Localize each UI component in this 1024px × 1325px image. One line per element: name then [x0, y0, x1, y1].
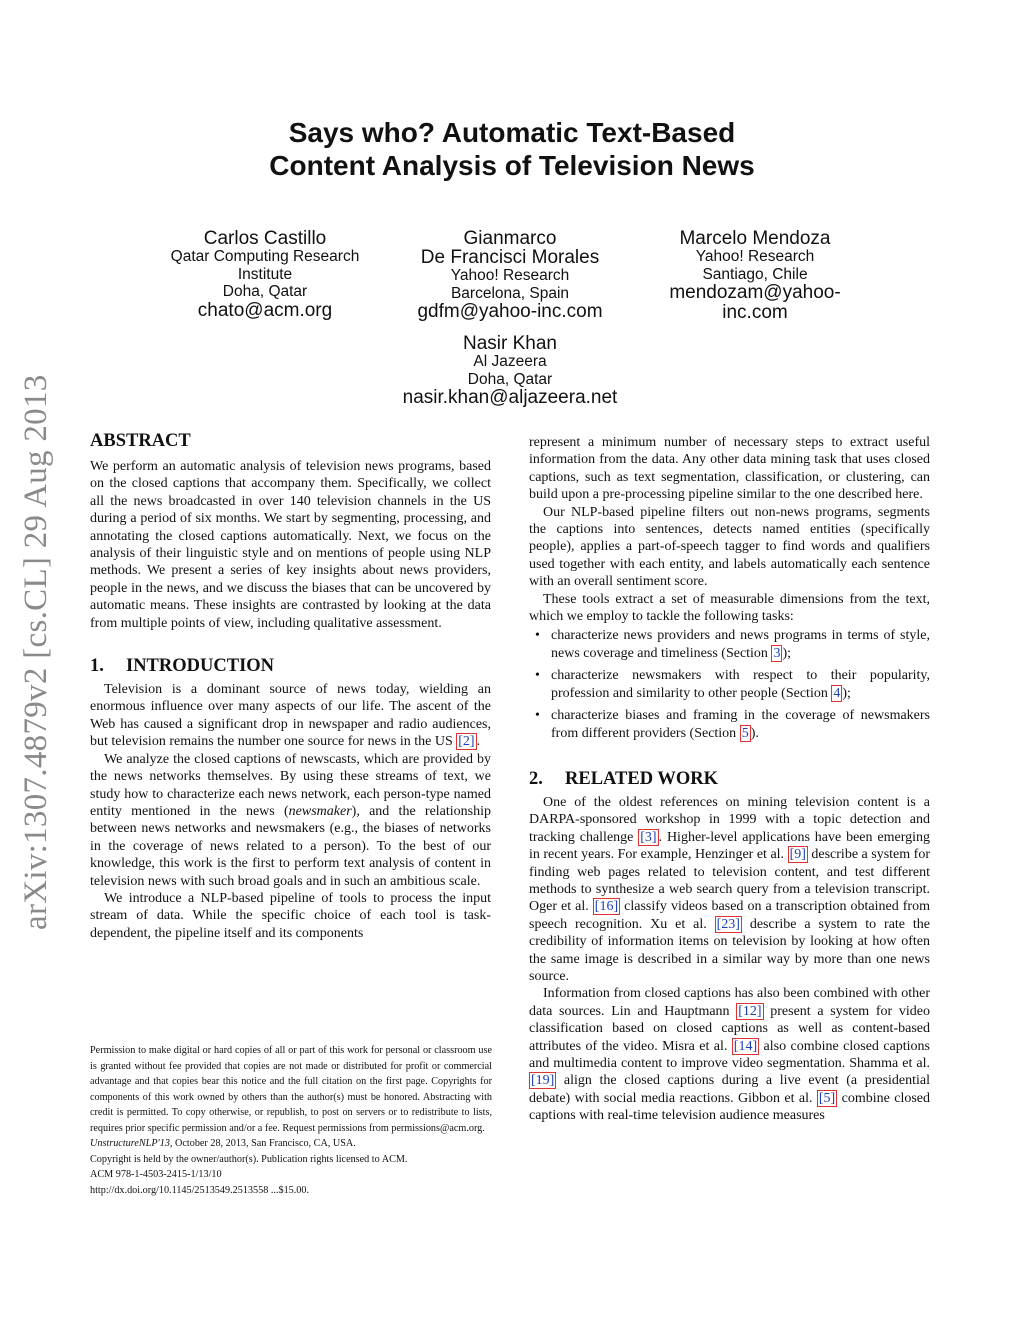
intro-paragraph-2 [90, 751, 491, 890]
author-name: Gianmarco [463, 228, 557, 249]
right-column [529, 434, 930, 1125]
text-run: align the closed captions during a live event (a presidential debate) with social media reactions. Gibbon et al. [529, 1073, 930, 1106]
author-block-morales [400, 229, 620, 322]
abstract-text: We perform an automatic analysis of television news programs, based on the closed captions that accompany them. Specifically, we collect all the news broadcasted in over 140 television channels in the US during a period of six months. We start by segmenting, processing, and annotating the closed captions automatically. Next, we focus on the analysis of their linguistic style and on mentions of people using NLP methods. We present a series of key insights about news providers, people in the news, and we discuss the biases that can be uncovered by automatic means. These insights are contrasted by looking at the data from multiple points of view, including qualitative assessment. [90, 459, 491, 631]
text-run: describe a system for finding web pages related to television content, and test different methods to synthesize a web search query from a television transcript. Oger et al. [529, 847, 930, 915]
author-name: Nasir Khan [463, 333, 557, 354]
section-link[interactable]: 3 [773, 645, 781, 661]
author-email: nasir.khan@aljazeera.net [402, 387, 618, 408]
text-run: . Higher-level applications have been emerging in recent years. For example, Henzinger et al. [529, 829, 930, 863]
author-affiliation: Institute [237, 265, 293, 283]
text-run: characterize news providers and news programs in terms of style, news coverage and timeliness (Section [551, 628, 930, 661]
author-email: chato@acm.org [197, 299, 333, 321]
title-line-1: Says who? Automatic Text-Based [288, 117, 736, 148]
section-title: INTRODUCTION [126, 656, 275, 677]
citation-link[interactable]: [3] [640, 829, 657, 845]
venue-details: October 28, 2013, San Francisco, CA, USA. [172, 1138, 356, 1149]
related-paragraph-2 [529, 985, 930, 1124]
paper-title [0, 116, 1024, 182]
author-block-castillo [155, 229, 375, 321]
left-column [90, 430, 491, 942]
list-item [529, 707, 930, 742]
task-list [529, 627, 930, 741]
permission-notice [90, 1043, 492, 1198]
text-run: Information from closed captions has also been combined with other data sources. Lin and Hauptmann [529, 986, 930, 1019]
text-run: . [476, 734, 481, 750]
author-name: Marcelo Mendoza [679, 228, 831, 249]
author-email: mendozam@yahoo- [669, 282, 841, 303]
right-paragraph-2: Our NLP-based pipeline filters out non-news programs, segments the captions into sentences, detects named entities (specifically people), applies a part-of-speech tagger to find words and qualifiers used together with each entity, and labels automatically each sentence with an overall sentiment score. [529, 504, 930, 590]
citation-link[interactable]: [9] [789, 847, 806, 863]
related-paragraph-1 [529, 794, 930, 985]
author-affiliation: Qatar Computing Research [170, 248, 360, 265]
citation-link[interactable]: [16] [594, 899, 619, 915]
text-run: ); [782, 645, 791, 661]
list-item [529, 667, 930, 702]
text-run: Television is a dominant source of news today, wielding an enormous influence over many aspects of our life. The ascent of the Web has caused a significant drop in newspaper and radio audiences, but television remains the number one source for news in the US [90, 682, 491, 750]
text-run: present a system for video classification based on closed captions as well as content-based attributes of the video. Misra et al. [529, 1003, 930, 1054]
abstract-heading: ABSTRACT [90, 431, 191, 451]
arxiv-stamp [6, 352, 66, 932]
emphasis: newsmaker [288, 803, 352, 819]
arxiv-id: arXiv:1307.4879v2 [cs.CL] 29 Aug 2013 [18, 374, 54, 930]
bullet-icon: • [535, 668, 540, 684]
author-location: Barcelona, Spain [450, 284, 570, 302]
text-run: characterize newsmakers with respect to their popularity, profession and similarity to other people (Section [551, 668, 930, 701]
author-affiliation: Al Jazeera [473, 353, 547, 370]
acm-isbn: ACM 978-1-4503-2415-1/13/10 [90, 1169, 222, 1180]
section-link[interactable]: 4 [833, 685, 841, 701]
citation-link[interactable]: [5] [818, 1090, 836, 1106]
text-run: combine closed captions with real-time television audience measures [529, 1090, 930, 1124]
related-heading [529, 768, 930, 790]
bullet-icon: • [535, 708, 540, 724]
text-run: describe a system to rate the credibility of information items on television by looking at how often the same image is described in a similar way by more than one news source. [529, 916, 931, 984]
section-link[interactable]: 5 [741, 725, 749, 741]
author-location: Doha, Qatar [222, 283, 308, 300]
copyright-line: Copyright is held by the owner/author(s). Publication rights licensed to ACM. [90, 1153, 408, 1165]
author-name: Carlos Castillo [203, 228, 327, 249]
author-affiliation: Yahoo! Research [450, 267, 570, 284]
intro-heading [90, 655, 491, 677]
right-paragraph-3: These tools extract a set of measurable dimensions from the text, which we employ to tackle the following tasks: [529, 591, 930, 625]
citation-link[interactable]: [23] [716, 916, 740, 932]
doi-link[interactable]: http://dx.doi.org/10.1145/2513549.2513558 ...$15.00. [90, 1184, 310, 1196]
intro-paragraph-1 [90, 681, 491, 751]
venue-line [90, 1136, 492, 1152]
text-run: ), and the relationship between news networks and newsmakers (e.g., the biases of networks in the coverage of news related to a person). To the best of our knowledge, this work is the first to perform text analysis of content in television news with such broad goals and in such an ambitious scale. [90, 803, 491, 889]
author-location: Doha, Qatar [467, 370, 553, 388]
author-location: Santiago, Chile [702, 265, 808, 283]
text-run: We analyze the closed captions of newscasts, which are provided by the news networks themselves. By using these streams of text, we study how to characterize each news network, each person-type named entity mentioned in the news ( [90, 751, 491, 819]
text-run: ). [750, 725, 759, 741]
author-block-khan [370, 334, 650, 408]
list-item [529, 627, 930, 662]
author-affiliation: Yahoo! Research [695, 248, 815, 265]
citation-link[interactable]: [19] [531, 1073, 555, 1089]
citation-link[interactable]: [12] [738, 1003, 762, 1019]
section-number: 1. [90, 656, 104, 677]
text-run: One of the oldest references on mining television content is a DARPA-sponsored workshop in 1999 with a topic detection and tracking challenge [529, 794, 930, 845]
citation-link[interactable]: [2] [458, 734, 475, 750]
bullet-icon: • [535, 628, 540, 644]
section-number: 2. [529, 768, 543, 789]
venue-name: UnstructureNLP'13, [90, 1138, 173, 1149]
citation-link[interactable]: [14] [733, 1038, 758, 1054]
author-block-mendoza [645, 229, 865, 323]
text-run: characterize biases and framing in the coverage of newsmakers from different providers (Section [551, 708, 930, 741]
section-title: RELATED WORK [565, 768, 718, 789]
text-run: classify videos based on a transcription obtained from speech recognition. Xu et al. [529, 899, 930, 932]
author-email: gdfm@yahoo-inc.com [417, 301, 603, 322]
text-run: ); [842, 685, 851, 701]
author-email: inc.com [722, 302, 788, 323]
right-paragraph-1: represent a minimum number of necessary steps to extract useful information from the data. Any other data mining task that uses closed captions, such as text segmentation, classification, or clustering, can build upon a pre-processing pipeline similar to the one described here. [529, 435, 930, 503]
intro-paragraph-3: We introduce a NLP-based pipeline of tools to process the input stream of data. While the specific choice of each tool is task-dependent, the pipeline itself and its components [90, 890, 491, 941]
permission-text: Permission to make digital or hard copies of all or part of this work for personal or classroom use is granted without fee provided that copies are not made or distributed for profit or commercial advantage and that copies bear this notice and the full citation on the first page. Copyrights for components of this work owned by others than the author(s) must be honored. Abstracting with credit is permitted. To copy otherwise, or republish, to post on servers or to redistribute to lists, requires prior specific permission and/or a fee. Request permissions from permissions@acm.org. [90, 1045, 492, 1134]
text-run: also combine closed captions and multimedia content to improve video segmentation. Shamma et al. [529, 1038, 930, 1071]
author-name: De Francisci Morales [420, 247, 600, 268]
title-line-2: Content Analysis of Television News [269, 150, 755, 181]
